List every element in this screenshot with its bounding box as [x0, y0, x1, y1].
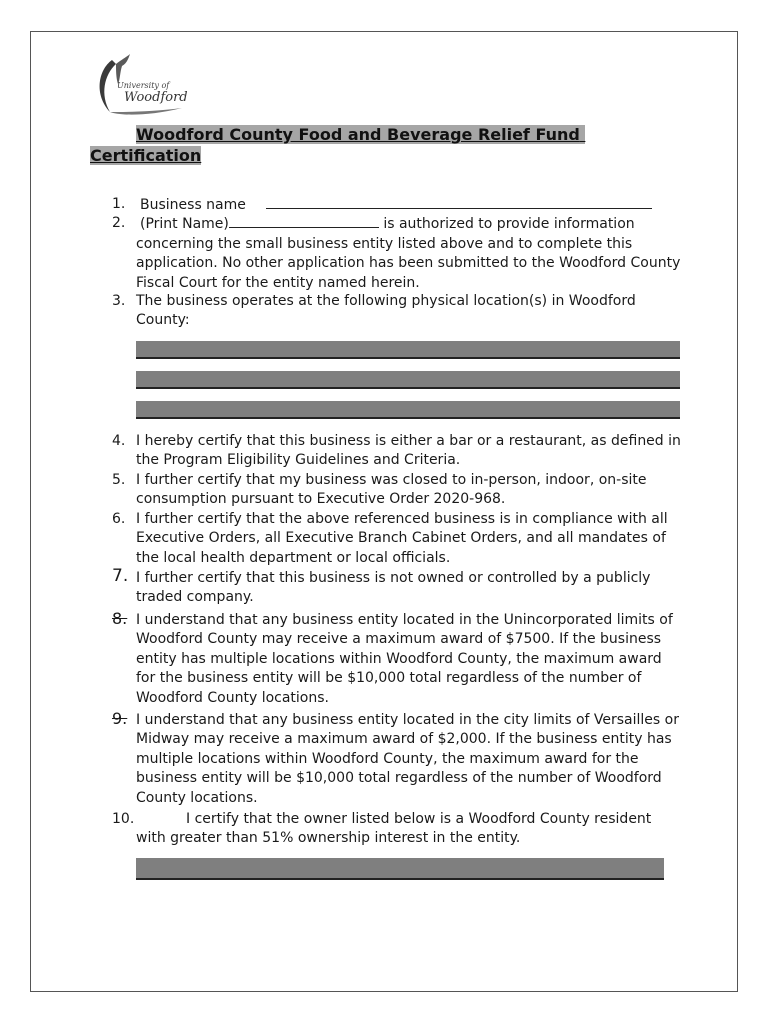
document-title: [90, 124, 650, 166]
item-text: I further certify that this business is not owned or controlled by a publicly traded company.: [136, 570, 651, 606]
item-text: I hereby certify that this business is either a bar or a restaurant, as defined in the Program Eligibility Guidelines and Criteria.: [136, 433, 681, 469]
location-line-3[interactable]: [136, 401, 680, 419]
item-number: 8.: [112, 609, 128, 628]
logo-script-text: University of: [117, 81, 170, 90]
print-name-field[interactable]: [229, 214, 379, 228]
business-name-field[interactable]: [266, 195, 652, 209]
location-line-2[interactable]: [136, 371, 680, 389]
item-number: 7.: [112, 566, 129, 586]
title-line-1: Woodford County Food and Beverage Relief Fund: [136, 125, 580, 144]
owner-line[interactable]: [136, 858, 664, 880]
item-text: The business operates at the following physical location(s) in Woodford County:: [136, 293, 636, 329]
item-text: I further certify that the above referenced business is in compliance with all Executive Orders, all Executive Branch Cabinet Orders, and all mandates of the local health department or local officials.: [136, 511, 668, 566]
item-number: 4.: [112, 433, 126, 449]
title-line-2: Certification: [90, 146, 202, 165]
item-number: 10.: [112, 811, 135, 827]
item-number: 9.: [112, 709, 128, 728]
print-name-label: (Print Name): [140, 216, 229, 233]
item-text: is authorized to provide information concerning the small business entity listed above and to complete this application. No other application has been submitted to the Woodford County Fiscal Court for the entity named herein.: [136, 216, 681, 291]
item-number: 3.: [112, 293, 126, 309]
item-text: I understand that any business entity located in the Unincorporated limits of Woodford County may receive a maximum award of $7500. If the business entity has multiple locations within Woodford County, the maximum award for the business entity will be $10,000 total regardless of the number of Woodford County locations.: [136, 612, 673, 706]
item-text: I further certify that my business was closed to in-person, indoor, on-site consumption pursuant to Executive Order 2020-968.: [136, 472, 647, 508]
item-number: 6.: [112, 511, 126, 527]
item-number: 5.: [112, 472, 126, 488]
item-text: I certify that the owner listed below is a Woodford County resident with greater than 51% ownership interest in the entity.: [136, 811, 652, 847]
item-text: I understand that any business entity located in the city limits of Versailles or Midway may receive a maximum award of $2,000. If the business entity has multiple locations within Woodford County, the maximum award for the business entity will be $10,000 total regardless of the number of Woodford County locations.: [136, 712, 679, 806]
location-line-1[interactable]: [136, 341, 680, 359]
business-name-label: Business name: [140, 197, 246, 213]
logo-name-text: Woodford: [124, 90, 188, 105]
item-number: 2.: [112, 215, 126, 232]
item-number: 1.: [112, 196, 126, 212]
